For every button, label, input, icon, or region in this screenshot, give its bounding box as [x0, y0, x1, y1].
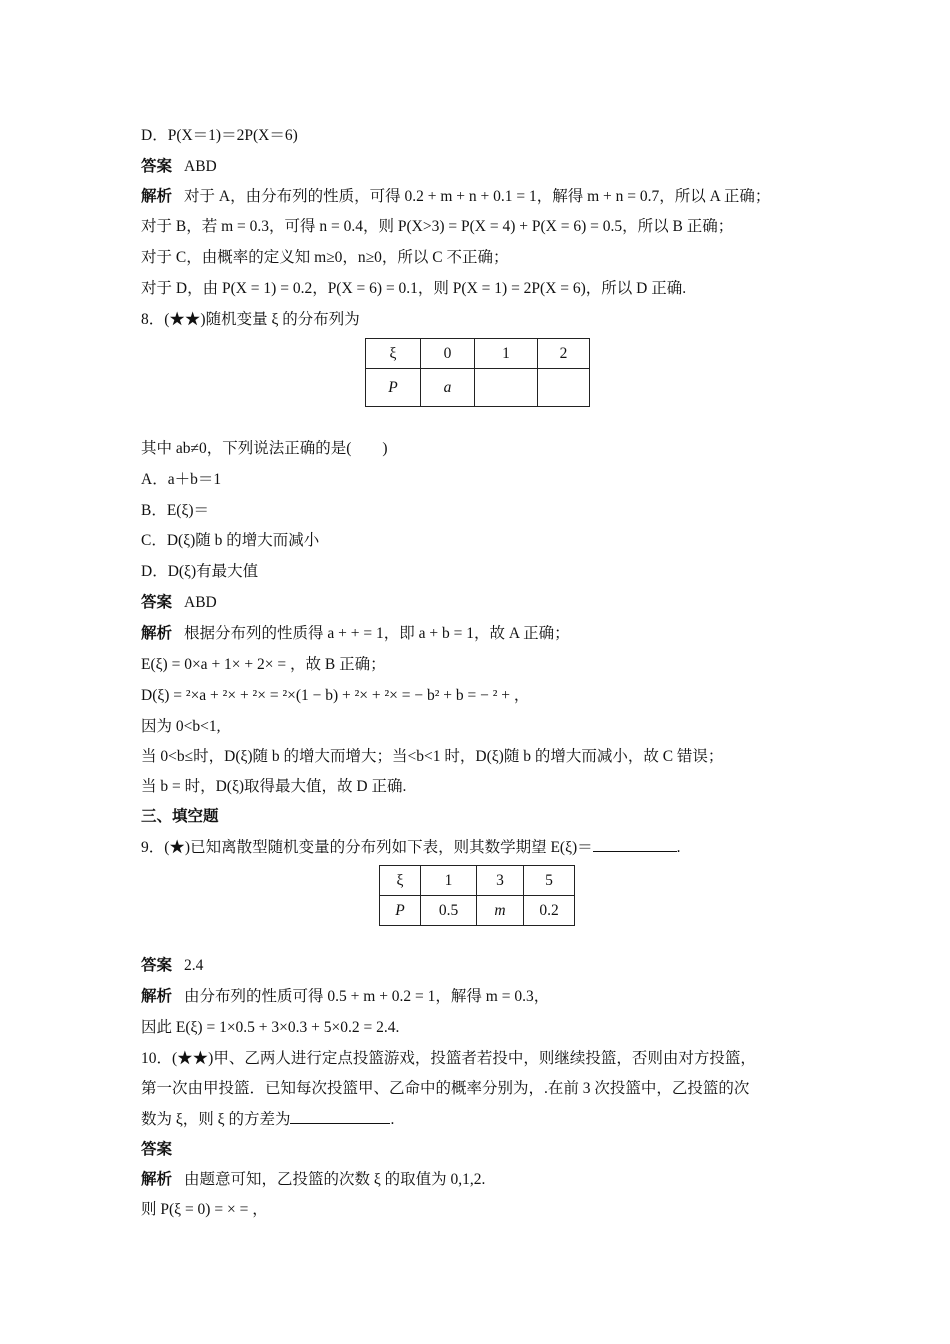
q7-answer: 答案 ABD [141, 158, 217, 175]
table-cell: 0 [421, 339, 475, 369]
q10-analysis-line-1: 解析 由题意可知，乙投篮的次数 ξ 的取值为 0,1,2. [141, 1171, 486, 1188]
q8-condition: 其中 ab≠0，下列说法正确的是( ) [141, 440, 388, 457]
q8-analysis-line-5: 当 0<b≤时，D(ξ)随 b 的增大而增大；当<b<1 时，D(ξ)随 b 的增大而减小，故 C 错误； [141, 748, 724, 765]
q8-option-c: C．D(ξ)随 b 的增大而减小 [141, 532, 320, 549]
q10-stem-line-2: 第一次由甲投篮．已知每次投篮甲、乙命中的概率分别为，.在前 3 次投篮中，乙投篮的次 [141, 1080, 750, 1097]
q8-stem: 8．(★★)随机变量 ξ 的分布列为 [141, 311, 360, 328]
q8-analysis-line-1: 解析 根据分布列的性质得 a + + = 1，即 a + b = 1，故 A 正确； [141, 625, 570, 642]
q8-analysis-line-6: 当 b = 时，D(ξ)取得最大值，故 D 正确. [141, 778, 407, 795]
table-cell: ξ [366, 339, 421, 369]
answer-blank [593, 836, 677, 852]
table-cell: a [421, 369, 475, 407]
q9-distribution-table [379, 865, 575, 926]
table-cell: P [380, 896, 421, 926]
q8-option-a: A．a＋b＝1 [141, 471, 222, 488]
q9-analysis-line-1: 解析 由分布列的性质可得 0.5 + m + 0.2 = 1，解得 m = 0.3， [141, 988, 550, 1005]
table-cell: 0.5 [421, 896, 477, 926]
q8-option-b: B．E(ξ)＝ [141, 502, 210, 519]
q9-answer: 答案 2.4 [141, 957, 204, 974]
table-cell: 1 [475, 339, 538, 369]
answer-blank [290, 1108, 390, 1124]
q10-answer: 答案 [141, 1141, 173, 1158]
table-cell: ξ [380, 866, 421, 896]
q10-stem-line-3: 数为 ξ，则 ξ 的方差为 . [141, 1108, 394, 1131]
q8-analysis-line-2: E(ξ) = 0×a + 1× + 2× = ，故 B 正确； [141, 656, 386, 673]
table-cell [475, 369, 538, 407]
table-cell: 0.2 [524, 896, 575, 926]
q7-analysis-line-2: 对于 B，若 m = 0.3，可得 n = 0.4，则 P(X>3) = P(X = 4) + P(X = 6) = 0.5，所以 B 正确； [141, 218, 734, 235]
q10-analysis-line-2: 则 P(ξ = 0) = × = ， [141, 1201, 268, 1218]
table-cell: 1 [421, 866, 477, 896]
table-cell: 3 [477, 866, 524, 896]
q9-stem: 9．(★)已知离散型随机变量的分布列如下表，则其数学期望 E(ξ)＝ . [141, 836, 681, 859]
q8-distribution-table [365, 338, 590, 407]
q7-analysis-line-3: 对于 C，由概率的定义知 m≥0，n≥0，所以 C 不正确； [141, 249, 509, 266]
q7-option-d: D．P(X＝1)＝2P(X＝6) [141, 127, 298, 144]
q7-analysis-line-4: 对于 D，由 P(X = 1) = 0.2，P(X = 6) = 0.1，则 P(X = 1) = 2P(X = 6)，所以 D 正确. [141, 280, 687, 297]
q8-answer: 答案 ABD [141, 594, 217, 611]
table-cell: m [477, 896, 524, 926]
q10-stem-line-1: 10．(★★)甲、乙两人进行定点投篮游戏，投篮者若投中，则继续投篮，否则由对方投篮， [141, 1050, 756, 1067]
table-cell [538, 369, 590, 407]
q9-analysis-line-2: 因此 E(ξ) = 1×0.5 + 3×0.3 + 5×0.2 = 2.4. [141, 1019, 400, 1036]
table-cell: 5 [524, 866, 575, 896]
table-cell: 2 [538, 339, 590, 369]
q8-analysis-line-4: 因为 0<b<1, [141, 718, 221, 735]
section-title: 三、填空题 [141, 808, 219, 825]
table-cell: P [366, 369, 421, 407]
q7-analysis-line-1: 解析 对于 A，由分布列的性质，可得 0.2 + m + n + 0.1 = 1，解得 m + n = 0.7，所以 A 正确； [141, 188, 771, 205]
q8-analysis-line-3: D(ξ) = ²×a + ²× + ²× = ²×(1 − b) + ²× + ²× = − b² + b = − ² + ， [141, 687, 530, 704]
q8-option-d: D．D(ξ)有最大值 [141, 563, 259, 580]
